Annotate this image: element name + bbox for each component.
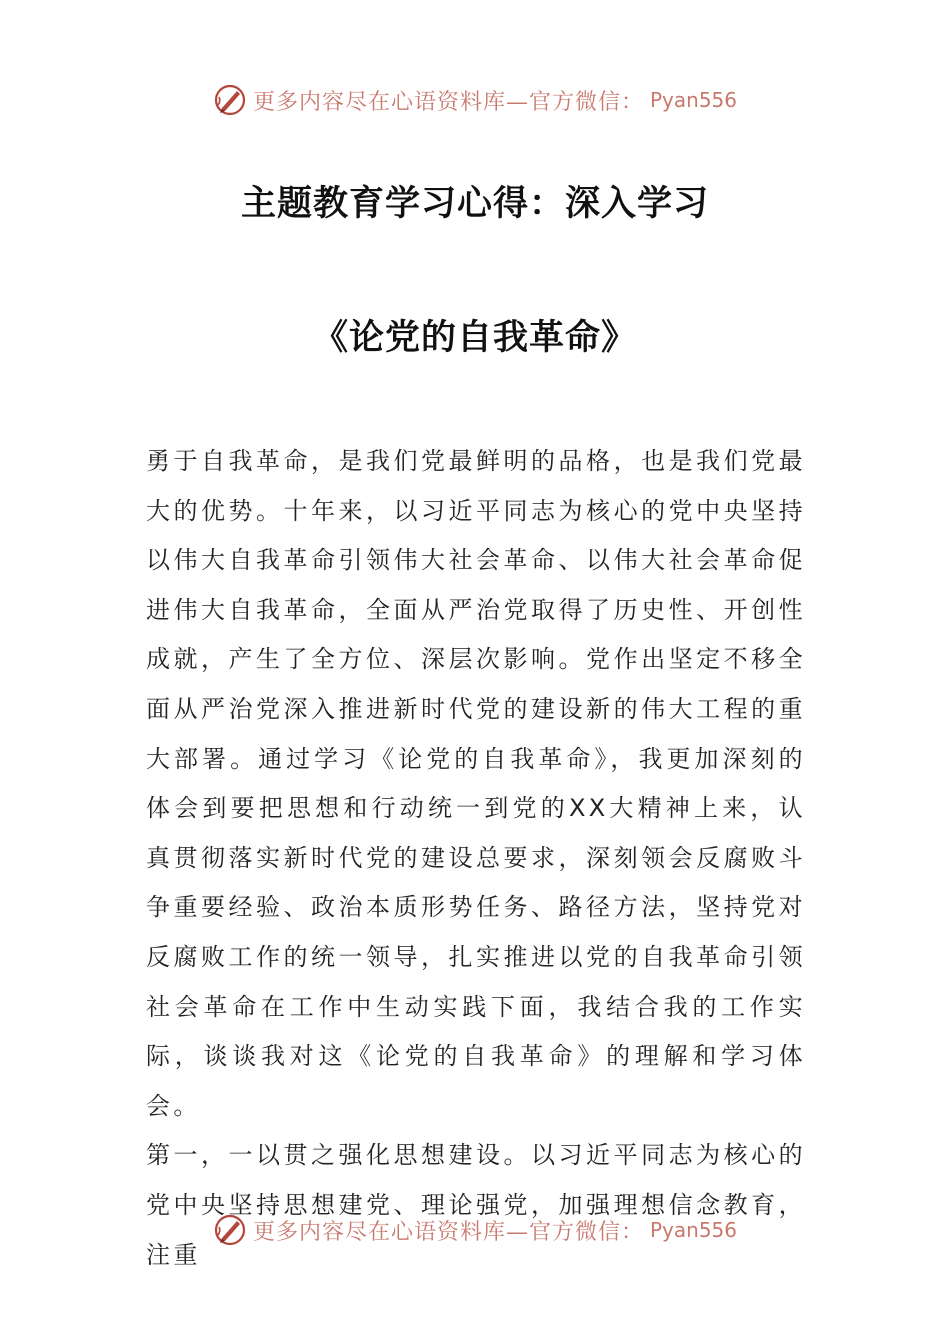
document-title-line2: 《论党的自我革命》	[312, 318, 637, 358]
footer-banner-text: 更多内容尽在心语资料库—官方微信：	[252, 1219, 644, 1245]
header-banner	[0, 80, 950, 120]
footer-banner-handle: Pyan556	[650, 1218, 738, 1242]
header-banner-text: 更多内容尽在心语资料库—官方微信：	[252, 89, 644, 115]
header-banner-handle: Pyan556	[650, 88, 738, 112]
document-title-line1: 主题教育学习心得：深入学习	[240, 184, 709, 224]
body-paragraph-2: 第一，一以贯之强化思想建设。以习近平同志为核心的党中央坚持思想建党、理论强党，加强理想信念教育，注重	[146, 1141, 806, 1269]
document-body	[146, 437, 806, 1280]
pen-in-circle-logo-icon	[213, 1213, 247, 1247]
pen-in-circle-logo-icon	[213, 83, 247, 117]
footer-banner	[0, 1210, 950, 1250]
body-paragraph-1: 勇于自我革命，是我们党最鲜明的品格，也是我们党最大的优势。十年来，以习近平同志为核心的党中央坚持以伟大自我革命引领伟大社会革命、以伟大社会革命促进伟大自我革命，全面从严治党取得了历史性、开创性成就，产生了全方位、深层次影响。党作出坚定不移全面从严治党深入推进新时代党的建设新的伟大工程的重大部署。通过学习《论党的自我革命》，我更加深刻的体会到要把思想和行动统一到党的XX大精神上来，认真贯彻落实新时代党的建设总要求，深刻领会反腐败斗争重要经验、政治本质形势任务、路径方法，坚持党对反腐败工作的统一领导，扎实推进以党的自我革命引领社会革命在工作中生动实践下面，我结合我的工作实际，谈谈我对这《论党的自我革命》的理解和学习体会。	[146, 447, 806, 1120]
